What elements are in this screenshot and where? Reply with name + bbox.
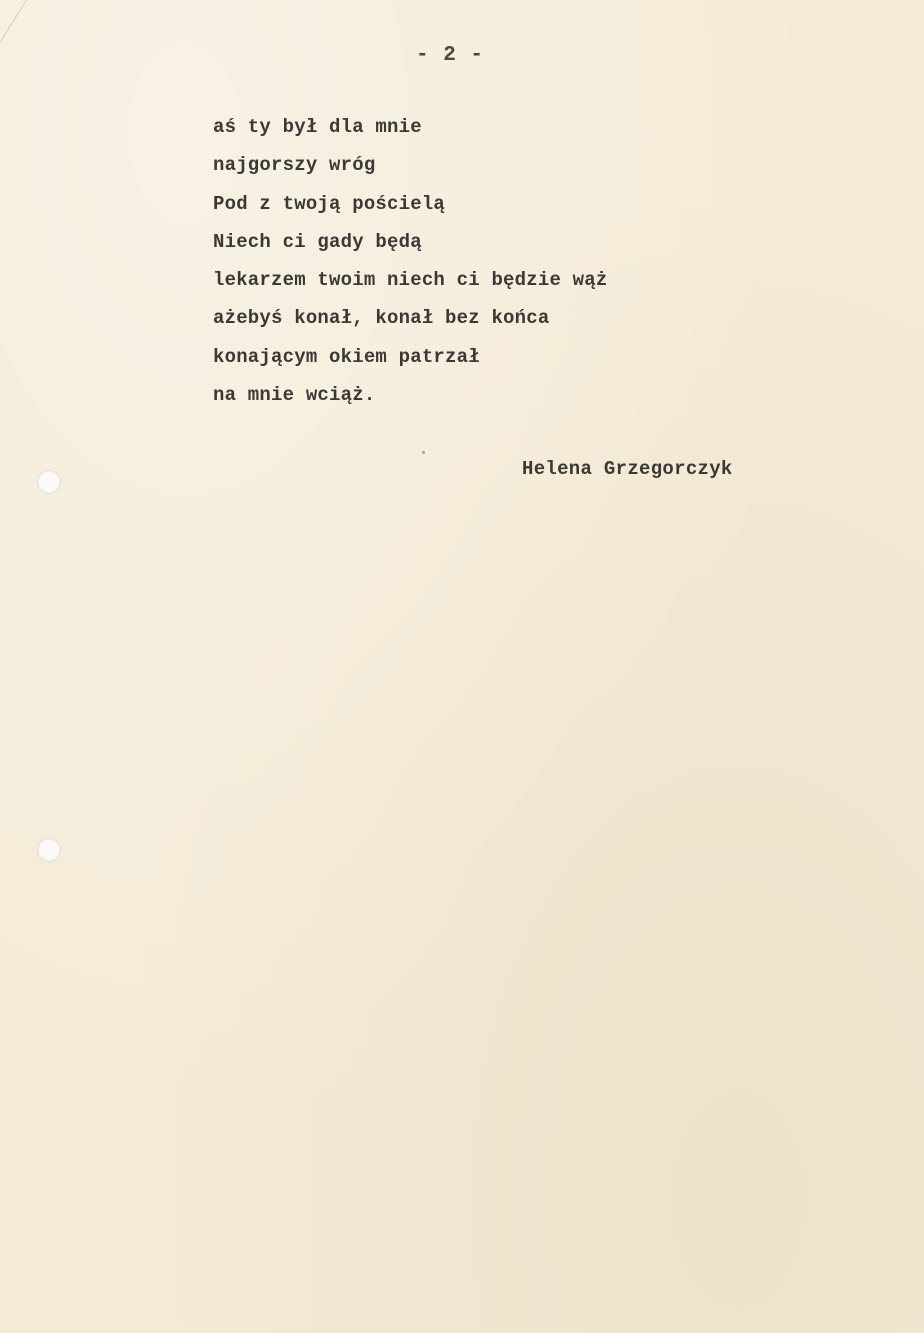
ink-speck: [422, 451, 425, 454]
poem-line: ażebyś konał, konał bez końca: [213, 307, 550, 330]
poem-line: konającym okiem patrzał: [213, 345, 480, 368]
poem-line: na mnie wciąż.: [213, 384, 376, 407]
poem-text: [213, 112, 773, 418]
page-number: - 2 -: [415, 44, 484, 67]
poem-line: najgorszy wróg: [213, 154, 376, 177]
author-signature: Helena Grzegorczyk: [522, 458, 733, 480]
poem-line: Niech ci gady będą: [213, 230, 422, 253]
poem-line: aś ty był dla mnie: [213, 116, 422, 138]
punch-hole-bottom: [37, 838, 61, 862]
poem-line: lekarzem twoim niech ci będzie wąż: [213, 269, 608, 292]
paper-fold-line: [0, 0, 108, 91]
poem-line: Pod z twoją pościelą: [213, 192, 446, 215]
punch-hole-top: [37, 470, 61, 494]
